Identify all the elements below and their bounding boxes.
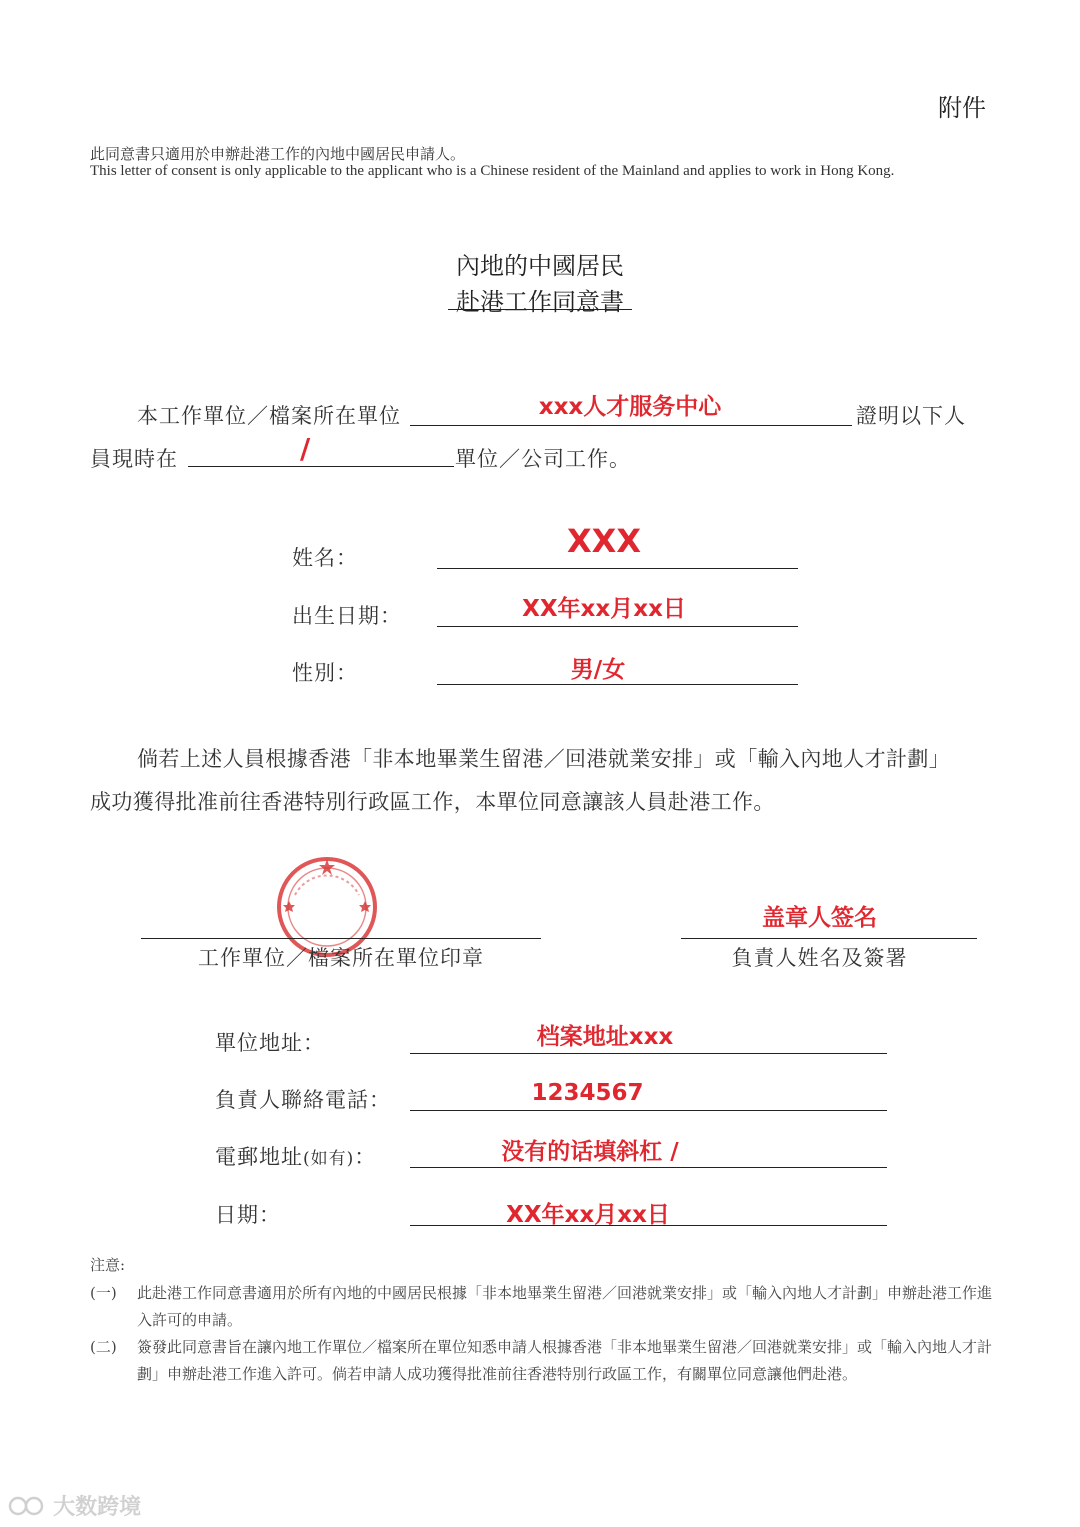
phone-value: 1234567 [531, 1080, 644, 1106]
certify-line2-prefix: 員現時在 [90, 447, 178, 471]
date-value: XX年xx月xx日 [506, 1202, 670, 1228]
date-underline [410, 1225, 887, 1226]
watermark-logo-icon [8, 1493, 48, 1519]
signer-line [681, 938, 977, 939]
company-value: / [300, 432, 311, 465]
email-label [215, 1141, 376, 1171]
certify-text-after: 證明以下人 [856, 404, 966, 428]
company-underline [188, 466, 454, 467]
note-number: (一) [90, 1284, 117, 1302]
notes-heading: 注意: [90, 1256, 126, 1274]
name-underline [437, 568, 798, 569]
consent-line2: 成功獲得批准前往香港特別行政區工作，本單位同意讓該人員赴港工作。 [90, 790, 775, 814]
watermark [8, 1490, 141, 1521]
certify-text-before: 本工作單位／檔案所在單位 [137, 404, 401, 428]
date-label: 日期： [215, 1203, 281, 1227]
address-value: 档案地址xxx [536, 1024, 674, 1050]
name-value: XXX [566, 522, 641, 560]
title-line1: 內地的中國居民 [456, 252, 624, 280]
email-label-note: (如有) [303, 1149, 355, 1169]
scope-note-en: This letter of consent is only applicable to the applicant who is a Chinese resident of the Mainland and applies to work in Hong Kong. [90, 163, 895, 179]
phone-underline [410, 1110, 887, 1111]
note-number: (二) [90, 1338, 117, 1356]
note-item [90, 1280, 1000, 1336]
consent-line1: 倘若上述人員根據香港「非本地畢業生留港／回港就業安排」或「輸入內地人才計劃」 [137, 747, 951, 771]
dob-underline [437, 626, 798, 627]
dob-label: 出生日期： [292, 604, 402, 628]
email-value: 没有的话填斜杠 / [501, 1139, 679, 1165]
address-label: 單位地址： [215, 1031, 325, 1055]
note-text: 簽發此同意書旨在讓內地工作單位／檔案所在單位知悉申請人根據香港「非本地畢業生留港／回港就業安排」或「輸入內地人才計劃」申辦赴港工作進入許可。倘若申請人成功獲得批准前往香港特別行政區工作，有關單位同意讓他們赴港。 [137, 1338, 993, 1383]
certify-line2-suffix: 單位／公司工作。 [455, 447, 631, 471]
gender-underline [437, 684, 798, 685]
gender-label: 性別： [292, 661, 358, 685]
title-underline [448, 309, 632, 310]
seal-line [141, 938, 541, 939]
signer-caption: 負責人姓名及簽署 [731, 946, 908, 970]
signer-value: 盖章人签名 [762, 905, 877, 931]
note-text: 此赴港工作同意書適用於所有內地的中國居民根據「非本地畢業生留港／回港就業安排」或「輸入內地人才計劃」申辦赴港工作進入許可的申請。 [137, 1284, 993, 1329]
watermark-text: 大数跨境 [53, 1495, 142, 1520]
dob-value: XX年xx月xx日 [522, 596, 686, 622]
annex-label: 附件 [938, 94, 986, 122]
name-label: 姓名： [292, 546, 358, 570]
email-label-colon: ： [354, 1145, 377, 1169]
email-underline [410, 1167, 887, 1168]
address-underline [410, 1053, 887, 1054]
phone-label: 負責人聯絡電話： [215, 1088, 391, 1112]
unit-value: xxx人才服务中心 [538, 394, 722, 420]
title-line2: 赴港工作同意書 [456, 288, 624, 316]
email-label-text: 電郵地址 [215, 1145, 303, 1169]
scope-note-zh: 此同意書只適用於申辦赴港工作的內地中國居民申請人。 [90, 145, 466, 163]
note-item [90, 1334, 1000, 1418]
gender-value: 男/女 [570, 657, 626, 683]
unit-underline [410, 425, 852, 426]
seal-caption: 工作單位／檔案所在單位印章 [198, 946, 484, 970]
